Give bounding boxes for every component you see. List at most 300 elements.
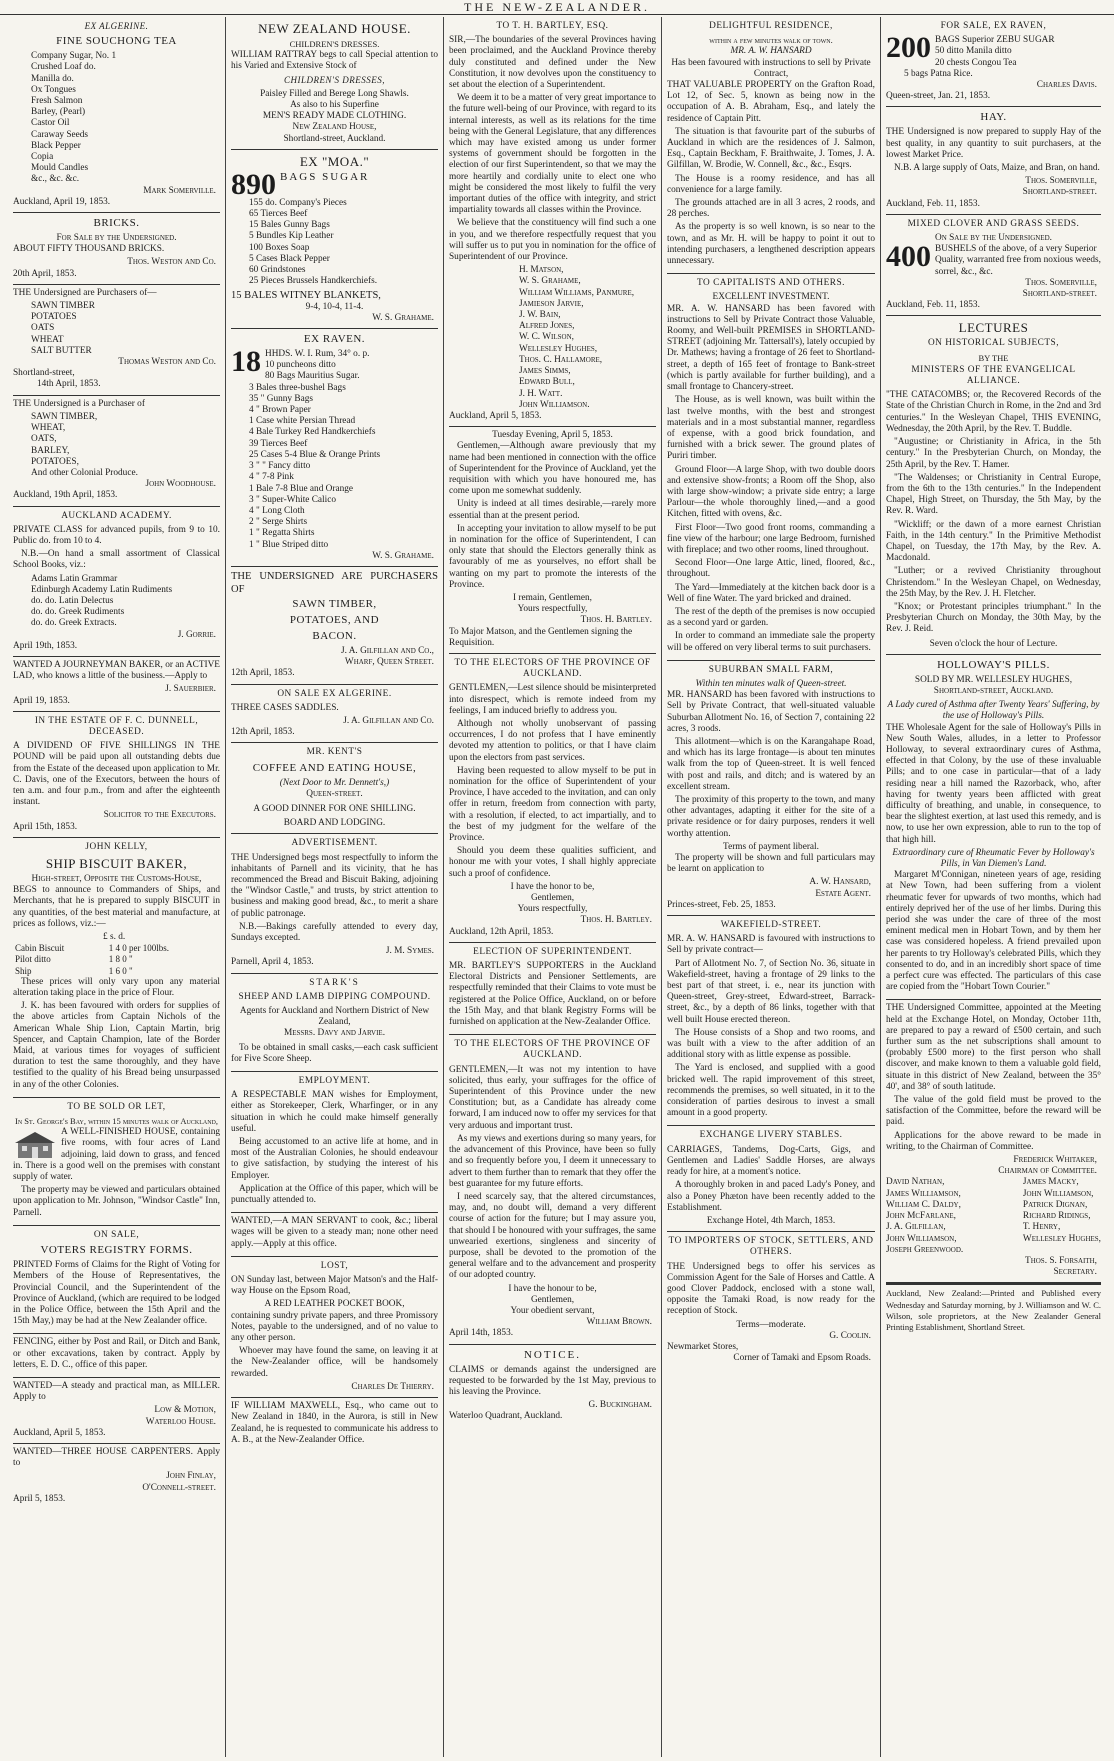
agent-name: MR. A. W. HANSARD — [730, 46, 812, 57]
ad-text: These prices will only vary upon any material alteration taking place in the price of Flour. — [13, 976, 220, 999]
addressee: To Major Matson, and the Gentlemen signing the Requisition. — [449, 626, 633, 648]
paragraph: I need scarcely say, that the altered circumstances, may, and, no doubt will, demand a very different course of action for the future; but I may assure you, that should I be honoured with your suffrages, the same unwearied exertions, singleness and sincerity of purpose, shall be devoted to the promotion of the general welfare and to the advancement and prosperity of our adopted country. — [449, 1191, 656, 1281]
ad-title-main: COFFEE AND EATING HOUSE, — [252, 761, 417, 774]
ad-purchaser-woodhouse — [13, 396, 220, 507]
paragraph: The grounds attached are in all 3 acres, 2 roods, and 28 perches. — [667, 198, 875, 220]
closing: Yours respectfully, — [517, 604, 588, 615]
ad-title: FOR SALE, EX RAVEN, — [940, 21, 1047, 31]
ad-sub: In St. George's Bay, within 15 minutes walk of Auckland, — [14, 1116, 218, 1127]
list-item: do. do. Greek Extracts. — [31, 618, 117, 629]
ad-text: BEGS to announce to Commanders of Ships, and Merchants, that he is prepared to supply BISCUIT in any quantities, of the best material and manufacture, at prices as follows, viz.:— — [13, 885, 220, 929]
ad-title: MR. KENT'S — [306, 747, 363, 758]
list-item: Caraway Seeds — [31, 129, 89, 140]
ad-title: ON SALE, — [93, 1229, 140, 1240]
list-item: 1 Case white Persian Thread — [249, 416, 356, 427]
list-item: 1 " Blue Striped ditto — [249, 539, 329, 550]
printer-imprint: Auckland, New Zealand:—Printed and Published every Wednesday and Saturday morning, by J. Williamson and W. C. Wilson, sole proprietors, at the New Zealander General Printing Establishment, Shortland Street. — [886, 1283, 1101, 1337]
ad-title: AUCKLAND ACADEMY. — [61, 510, 172, 521]
ad-title: ELECTION OF SUPERINTENDENT. — [473, 946, 632, 957]
ad-gilfillan-purchasers — [231, 567, 438, 685]
paragraph: We believe that the constituency will find such a one in you, and we therefore respectfully request that you will suffer us to put you in nomination for the office of Superintendent of our Province. — [449, 218, 656, 263]
lecture-item: "The Waldenses; or Christianity in Central Europe, from the 6th to the 13th centuries." In the Independent Chapel, High Street, on Thursday, the 5th May, by the Rev. R. Ward. — [886, 472, 1101, 517]
lecture-item: "Luther; or a revived Christianity throughout Christendom." In the Wesleyan Chapel, on Wednesday, the 25th May, by the Rev. J. H. Fletcher. — [886, 566, 1101, 599]
ad-text: A GOOD DINNER FOR ONE SHILLING. — [253, 803, 416, 814]
ad-date: Auckland, April 5, 1853. — [13, 1427, 106, 1438]
list-item: 1 " Regatta Shirts — [249, 528, 315, 539]
big-text: BUSHELS of the above, of a very Superior Quality, warranted free from noxious weeds, sorrel, &c., &c. — [935, 244, 1101, 277]
ad-text: Application at the Office of this paper, which will be punctually attended to. — [231, 1183, 438, 1206]
list-item: H. Matson, — [519, 265, 564, 276]
ad-sub: SOLD BY MR. WELLESLEY HUGHES, — [914, 674, 1073, 685]
signature: Charles Davis. — [1036, 80, 1097, 91]
ad-miller — [13, 1378, 220, 1444]
list-item: BARLEY, — [31, 445, 70, 456]
ad-title: SUBURBAN SMALL FARM, — [708, 664, 834, 675]
closing: I have the honor to be, — [510, 881, 595, 892]
signature: O'Connell-street. — [142, 1482, 216, 1493]
ad-starks-dipping — [231, 974, 438, 1072]
list-item: Manilla do. — [31, 73, 74, 84]
ad-title: BRICKS. — [93, 217, 140, 230]
big-number: 890 — [231, 167, 276, 201]
ad-bricks — [13, 213, 220, 285]
list-item: Copia — [31, 152, 54, 163]
item-list — [231, 360, 438, 550]
paragraph: Part of Allotment No. 7, of Section No. 36, situate in Wakefield-street, having a frontage of 29 links to the best part of that street, i. e., near its junction with Queen-street, Grey-street, Edward-street, Barrack-street, &c., by a depth of 86 links, together with that well built House erected thereon. — [667, 958, 875, 1025]
ad-title: EX "MOA." — [299, 153, 370, 169]
list-item: POTATOES, — [31, 456, 79, 467]
ad-nb: N.B.—Bakings carefully attended to every day, Sundays excepted. — [231, 921, 438, 943]
price-name: Ship — [15, 965, 32, 976]
ad-text: containing sundry private papers, and three Promissory Notes, payable to the undersigned, and of no value to any other person. — [231, 1310, 438, 1344]
ad-title: EX RAVEN. — [303, 333, 366, 346]
list-item: Jamieson Jarvie, — [519, 298, 584, 309]
ad-sub: Within ten minutes walk of Queen-street. — [695, 678, 847, 689]
blanket-sizes: 9-4, 10-4, 11-4. — [305, 301, 364, 312]
ad-title: MIXED CLOVER AND GRASS SEEDS. — [907, 218, 1080, 229]
paragraph: Margaret M'Connigan, nineteen years of age, residing at New Town, had been suffering from a violent rheumatic fever for upwards of two months, which had entirely deprived her of the use of her limbs. During this period she was under the care of three of the most eminent medical men in Hobart Town, and by them her case was considered hopeless. A friend prevailed upon her parents to try Holloway's celebrated Pills, which they consented to do, and in an incredibly short space of time a perfect cure was effected. The particulars of this case are copied from the "Hobart Town Courier." — [886, 870, 1101, 993]
list-item: John Williamson, — [886, 1233, 957, 1244]
price-table — [13, 943, 220, 977]
ad-text: A DIVIDEND OF FIVE SHILLINGS IN THE POUND will be paid upon all outstanding debts due from the Estate of the deceased upon application to Mr. C. Davis, one of the Executors, between the hours of ten a.m. and four p.m., from and after the eighteenth instant. — [13, 741, 220, 808]
list-item: Wellesley Hughes, — [1022, 1233, 1101, 1244]
paragraph: SIR,—The boundaries of the several Provinces having been proclaimed, and the Auckland Province thereby duly constituted and defined under the New Constitution, it now devolves upon the constituency to set about the election of a Superintendent. — [449, 35, 656, 91]
signature: Wharf, Queen Street. — [344, 657, 434, 668]
paragraph: Gentlemen,—Although aware previously that my name had been mentioned in connection with the office of Superintendent for the Province of Auckland, yet the requisition with which you have honoured me, has come upon me somewhat suddenly. — [449, 441, 656, 497]
price-row — [13, 943, 220, 954]
signature: John Woodhouse. — [145, 479, 216, 490]
ad-sub: within a few minutes walk of town. — [709, 35, 833, 46]
ad-center: A RED LEATHER POCKET BOOK, — [264, 1299, 405, 1310]
list-item: Barley, (Pearl) — [31, 107, 86, 118]
ad-text: As also to his Superfine — [290, 100, 379, 111]
ad-date: 20th April, 1853. — [13, 268, 77, 279]
committee-list — [886, 1177, 1101, 1255]
list-item: 4 Bale Turkey Red Handkerchiefs — [249, 427, 376, 438]
book-list — [13, 574, 220, 630]
list-item: David Nathan, — [886, 1177, 945, 1188]
list-item: And other Colonial Produce. — [31, 467, 138, 478]
lecture-item: "THE CATACOMBS; or, the Recovered Records of the State of the Christian Church in Rome, in the 2nd and 3rd centuries." In the Wesleyan Chapel, THIS EVENING, Wednesday, the 20th April, by the Rev. T. Buddle. — [886, 390, 1101, 434]
ad-livery-stables — [667, 1126, 875, 1232]
ad-william-maxwell — [231, 1398, 438, 1452]
list-item: T. Henry, — [1022, 1222, 1061, 1233]
paragraph: A thoroughly broken in and paced Lady's Poney, and also a Poney Phæton have been recently added to the Establishment. — [667, 1180, 875, 1213]
signature: Thomas Weston and Co. — [118, 357, 216, 368]
notice-buckingham — [449, 1345, 656, 1427]
ad-title: ADVERTISEMENT. — [291, 838, 378, 849]
ad-text: ON Sunday last, between Major Matson's and the Half-way House on the Epsom Road, — [231, 1275, 438, 1297]
ad-text: FENCING, either by Post and Rail, or Ditch and Bank, or other excavations, taken by contract. Apply by letters, E. D. C., office of this paper. — [13, 1337, 220, 1370]
price-name: Pilot ditto — [15, 954, 51, 965]
ad-title-main: VOTERS REGISTRY FORMS. — [40, 1244, 193, 1257]
big-text: BAGS SUGAR — [280, 170, 370, 183]
signature: G. Coolin. — [829, 1330, 871, 1341]
ad-ex-moa — [231, 150, 438, 329]
ad-title: ON SALE EX ALGERINE. — [277, 688, 392, 699]
ad-title: EX ALGERINE. — [84, 21, 149, 31]
ad-text: PRIVATE CLASS for advanced pupils, from 9 to 10. Public do. from 10 to 4. — [13, 524, 220, 546]
blankets-line: 15 BALES WITNEY BLANKETS, — [231, 290, 381, 302]
ad-title: TO THE ELECTORS OF THE PROVINCE OF AUCKLAND. — [454, 657, 651, 680]
item-list — [231, 598, 438, 643]
ad-nb: N.B.—On hand a small assortment of Classical School Books, viz.: — [13, 549, 220, 571]
ad-sub: (Next Door to Mr. Dennett's,) — [279, 777, 390, 788]
list-item: Crushed Loaf do. — [31, 62, 96, 73]
ad-text: WANTED,—A MAN SERVANT to cook, &c.; liberal wages will be given to a steady man; none other need apply.—Apply at this office. — [231, 1216, 438, 1249]
paragraph: The Yard is enclosed, and supplied with a good bricked well. The rapid improvement of this street, recommends the premises, so well situated, in it to the consideration of parties desirous to invest a small amount in a good property. — [667, 1063, 875, 1119]
signature: W. S. Grahame. — [372, 312, 434, 323]
ad-date: Auckland, 19th April, 1853. — [13, 490, 118, 501]
case-heading: Extraordinary cure of Rheumatic Fever by Holloway's Pills, in Van Diemen's Land. — [892, 847, 1095, 869]
list-item: 39 Tierces Beef — [249, 438, 308, 449]
ad-title: DELIGHTFUL RESIDENCE, — [709, 21, 833, 31]
list-item: James Williamson, — [886, 1188, 961, 1199]
list-item: 25 Cases 5-4 Blue & Orange Prints — [249, 449, 381, 460]
lecture-footer: Seven o'clock the hour of Lecture. — [929, 638, 1058, 649]
list-item: POTATOES, AND — [289, 613, 380, 626]
signature: Thos. S. Forsaith, — [1025, 1255, 1097, 1266]
ad-text: Messrs. Davy and Jarvie. — [283, 1028, 386, 1039]
committee-right — [1023, 1177, 1101, 1255]
signature: Thos. H. Bartley. — [580, 615, 652, 626]
ad-date: Waterloo Quadrant, Auckland. — [449, 1411, 563, 1422]
ad-title: TO T. H. BARTLEY, ESQ. — [496, 21, 609, 31]
ad-date: Princes-street, Feb. 25, 1853. — [667, 899, 776, 910]
list-item: John McFarlane, — [886, 1211, 956, 1222]
ad-address: Shortland-street, Auckland. — [933, 685, 1054, 696]
list-item: OATS — [31, 323, 55, 334]
ad-text: PRINTED Forms of Claims for the Right of Voting for Members of the House of Representatives, the Provincial Council, and the Superintendent of the Province of Auckland, (which are required to be lodged in the Police Office, between the 15th April and the 15th May,) may be had at the New Zealander office. — [13, 1260, 220, 1327]
ad-title-main: SHEEP AND LAMB DIPPING COMPOUND. — [238, 991, 431, 1002]
signature: John Finlay, — [166, 1471, 216, 1482]
paragraph: MR. A. W. HANSARD has been favored with instructions to Sell by Private Contract those Valuable, Roomy, and Well-built PREMISES in SHORTLAND-STREET (adjoining Mr. Tattersall's), lately occupied by Dr. Mathews; having a frontage of 26 feet to Shortland-street, a depth of 165 feet of frontage to Bank-street (which is partly available for further building), and a small frontage to Chancery-street. — [667, 303, 875, 393]
list-item: 60 Grindstones — [249, 265, 306, 276]
column-3 — [444, 17, 662, 1757]
big-number: 200 — [886, 31, 931, 65]
paragraph: CARRIAGES, Tandems, Dog-Carts, Gigs, and Gentlemen and Ladies' Saddle Horses, are always ready for hire, at a moment's notice. — [667, 1144, 875, 1178]
list-item: Fresh Salmon — [31, 96, 83, 107]
ad-text: THE UNDERSIGNED ARE PURCHASERS OF — [231, 570, 438, 595]
list-item: 3 " " Fancy ditto — [249, 461, 311, 472]
paragraph: Although not wholly unobservant of passing occurrences, I do not profess that I have eminently devoted my attention to politics, or that I have claim upon the electors from past services. — [449, 718, 656, 763]
signature: Chairman of Committee. — [998, 1166, 1097, 1177]
list-item: Wellesley Hughes, — [519, 343, 598, 354]
ad-advertisement-symes — [231, 834, 438, 973]
signature: Thos. H. Bartley. — [580, 915, 652, 926]
ad-lost-pocket-book — [231, 1257, 438, 1398]
list-item: 4 " Long Cloth — [249, 505, 305, 516]
ad-carpenters — [13, 1444, 220, 1509]
list-item: do. do. Greek Rudiments — [31, 607, 125, 618]
list-item: OATS, — [31, 434, 57, 445]
ad-man-servant — [231, 1213, 438, 1257]
paragraph: Having been requested to allow myself to be put in nomination for the office of Superintendent of your Province, I have acceded to the invitation, and can only offer in return, freedom from connection with party, with a resolution, if elected, to act impartially, and to the best of my judgment for the welfare of the Province. — [449, 765, 656, 844]
signature: Thos. Somerville, — [1025, 176, 1097, 187]
list-item: 100 Boxes Soap — [249, 242, 310, 253]
ad-importers-of-stock — [667, 1232, 875, 1368]
list-item: WHEAT, — [31, 423, 66, 434]
column-4 — [662, 17, 881, 1757]
ad-place: Shortland-street, — [13, 368, 75, 379]
paragraph: In order to command an immediate sale the property will be offered on very liberal terms to suit purchasers. — [667, 631, 875, 653]
ad-title: LECTURES — [958, 320, 1029, 336]
list-item: Company Sugar, No. 1 — [31, 51, 117, 62]
signature: Shortland-street. — [1022, 187, 1097, 198]
paragraph: MR. A. W. HANSARD is favoured with instructions to Sell by private contract— — [667, 934, 875, 956]
ad-sale-ex-raven — [886, 17, 1101, 107]
paragraph: The House consists of a Shop and two rooms, and was built with a view to the after addition of an additional story with as little expense as possible. — [667, 1027, 875, 1061]
list-item: 5 bags Patna Rice. — [904, 68, 973, 79]
paragraph: THE Wholesale Agent for the sale of Holloway's Pills in New South Wales, alludes, in a letter to Professor Holloway, to several extraordinary cures of Asthma, effected in that Colony, by the use of these invaluable Pills; and to one case in particular—that of a lady residing near a hill named the Razorback, who, after having for twenty years been afflicted with great difficulty of breathing, and unable, in consequence, to bear the slightest exertion, at last used this remedy, and is now, to use her own expression, able to run to the top of that high hill. — [886, 722, 1101, 845]
ad-st-georges-bay — [13, 1098, 220, 1226]
signature: Mark Somerville. — [143, 185, 216, 196]
ad-voters-forms — [13, 1226, 220, 1334]
list-item: SAWN TIMBER, — [31, 411, 98, 422]
committee-left — [886, 1177, 963, 1255]
paragraph: GENTLEMEN,—It was not my intention to have solicited, thus early, your suffrages for the office of Superintendent of this Province under the new Constitution; but, as a Candidate has already come forward, I am induced now to offer my services for that very arduous and important trust. — [449, 1064, 656, 1131]
ad-text: MEN'S READY MADE CLOTHING. — [262, 111, 407, 122]
list-item: 25 Pieces Brussels Handkerchiefs. — [249, 276, 378, 287]
paragraph: The Yard—Immediately at the kitchen back door is a Well of fine Water. The yard bricked and drained. — [667, 582, 875, 604]
signature: Shortland-street. — [1022, 289, 1097, 300]
ad-title: TO BE SOLD OR LET, — [67, 1101, 166, 1112]
ad-title: TO THE ELECTORS OF THE PROVINCE OF AUCKLAND. — [454, 1039, 651, 1061]
signature: Frederick Whitaker, — [1013, 1155, 1097, 1166]
ad-title: HAY. — [980, 111, 1007, 124]
ad-capitalists — [667, 274, 875, 661]
paragraph: CLAIMS or demands against the undersigned are requested to be forwarded by the 1st May, previous to his leaving the Province. — [449, 1364, 656, 1397]
ad-lead: THE Undersigned is a Purchaser of — [13, 398, 145, 409]
list-item: 35 " Gunny Bags — [249, 393, 313, 404]
ad-date: Auckland, April 19, 1853. — [13, 196, 111, 207]
ad-employment — [231, 1072, 438, 1213]
ad-text: BOARD AND LODGING. — [283, 818, 386, 829]
list-item: WHEAT — [31, 334, 64, 345]
ad-title: HOLLOWAY'S PILLS. — [937, 658, 1050, 671]
signature: W. S. Grahame. — [372, 550, 434, 561]
signature: Solicitor to the Executors. — [103, 810, 216, 821]
list-item: POTATOES — [31, 312, 77, 323]
list-item: W. S. Grahame, — [519, 276, 581, 287]
signature: G. Buckingham. — [588, 1400, 652, 1411]
ad-text: WANTED—THREE HOUSE CARPENTERS. Apply to — [13, 1446, 220, 1469]
price-row — [13, 966, 220, 977]
ad-lead: THE Undersigned are Purchasers of— — [13, 287, 157, 298]
ad-date: Exchange Hotel, 4th March, 1853. — [706, 1215, 836, 1226]
ad-title: EMPLOYMENT. — [298, 1076, 371, 1087]
list-item: William C. Daldy, — [886, 1199, 961, 1210]
list-item: J. A. Gilfillan, — [886, 1222, 946, 1233]
ad-date: Auckland, 12th April, 1853. — [449, 926, 554, 937]
paragraph: As my views and exertions during so many years, for the advancement of this Province, have been so fully and so frequently before you, I deem it unnecessary to advert to them further than to remark that they offer the best guarantee for my future efforts. — [449, 1133, 656, 1189]
list-item: Adams Latin Grammar — [31, 573, 118, 584]
paragraph: THAT VALUABLE PROPERTY on the Grafton Road, Lot 12, of Sec. 5, known as being now in the occupation of A. B. Abraham, Esq., and lately the residence of Captain Pitt. — [667, 80, 875, 124]
paragraph: Should you deem these qualities sufficient, and honour me with your votes, I shall highly appreciate such a proof of confidence. — [449, 846, 656, 879]
list-item: 3 " Super-White Calico — [249, 494, 336, 505]
signature: Waterloo House. — [145, 1416, 216, 1427]
ad-date: April 5, 1853. — [13, 1493, 66, 1504]
list-item: 20 chests Congou Tea — [935, 57, 1017, 68]
bartley-reply — [449, 427, 656, 654]
ad-text: A WELL-FINISHED HOUSE, containing five rooms, with four acres of Land adjoining, laid down to grass, and fenced in. There is a good well on the premises with constant supply of water. — [13, 1127, 220, 1183]
price-value: 1 4 0 per 100lbs. — [108, 943, 170, 954]
ad-new-zealand-house — [231, 17, 438, 150]
ad-purchasers-weston — [13, 285, 220, 396]
ad-john-kelly — [13, 838, 220, 1098]
ad-text: THREE CASES SADDLES. — [231, 702, 339, 713]
ad-holloways-pills — [886, 655, 1101, 1001]
signature: Charles De Thierry. — [351, 1381, 434, 1392]
ad-text: Paisley Filled and Berege Long Shawls. — [260, 88, 409, 99]
ad-address: Shortland-street, Auckland. — [283, 133, 386, 144]
price-name: Cabin Biscuit — [15, 943, 65, 954]
ad-date: April 19, 1853. — [13, 695, 70, 706]
ad-gold-field-reward — [886, 1000, 1101, 1283]
ad-text: WANTED—A steady and practical man, as MILLER. Apply to — [13, 1380, 220, 1403]
ad-date: April 14th, 1853. — [449, 1328, 514, 1339]
list-item: &c., &c. &c. — [31, 174, 80, 185]
lecture-item: "Wickliff; or the dawn of a more earnest Christian Faith, in the 14th century." In the Primitive Methodist Chapel, on Tuesday, the 17th May, by the Rev. A. Macdonald. — [886, 519, 1101, 564]
ad-wakefield-street — [667, 916, 875, 1126]
ad-text: Being accustomed to an active life at home, and in most of the Australian Colonies, he should endeavour to give satisfaction, by studying the interest of his Employer. — [231, 1137, 438, 1181]
ad-dunnell-estate — [13, 712, 220, 838]
list-item: SALT BUTTER — [31, 345, 92, 356]
price-value: 1 6 0 " — [108, 965, 133, 976]
list-item: SAWN TIMBER — [31, 301, 95, 312]
ad-text: A RESPECTABLE MAN wishes for Employment, either as Storekeeper, Clerk, Wharfinger, or in any situation in which he could make himself generally useful. — [231, 1090, 438, 1134]
list-item: Black Pepper — [31, 140, 81, 151]
price-row — [13, 954, 220, 965]
ad-center: CHILDREN'S DRESSES, — [284, 74, 385, 85]
item-list — [13, 51, 220, 185]
ad-kents-eating-house — [231, 743, 438, 834]
list-item: 155 do. Company's Pieces — [249, 197, 347, 208]
ad-title-3: MINISTERS OF THE EVANGELICAL ALLIANCE. — [911, 364, 1076, 387]
paragraph: THE Undersigned is now prepared to supply Hay of the best quality, in any quantity to suit purchasers, at the lowest Market Price. — [886, 127, 1101, 160]
ad-date: Auckland, Feb. 11, 1853. — [886, 300, 980, 311]
list-item: Joseph Greenwood. — [886, 1244, 964, 1255]
ad-lead: FINE SOUCHONG TEA — [56, 35, 177, 48]
ad-place: Newmarket Stores, — [667, 1341, 739, 1352]
signature: Thos. Weston and Co. — [127, 257, 216, 268]
column-2 — [226, 17, 444, 1757]
ad-text: ABOUT FIFTY THOUSAND BRICKS. — [13, 244, 165, 255]
signature: Thos. Somerville, — [1025, 277, 1097, 288]
signature: J. M. Symes. — [385, 946, 434, 957]
ad-text: Has been favoured with instructions to sell by Private Contract, — [671, 57, 871, 79]
list-item: 1 Bale 7-8 Blue and Orange — [249, 483, 354, 494]
ad-clover-seeds — [886, 215, 1101, 317]
list-item: John Williamson. — [519, 399, 590, 410]
ad-fencing — [13, 1334, 220, 1378]
paragraph: Ground Floor—A large Shop, with two double doors and extensive show-fronts; a Room off the Shop, also with large show-window; a private side entry; a large Parlour—the whole thoroughly lined,—and a good Kitchen, fitted with ovens, &c. — [667, 464, 875, 520]
closing: I have the honour to be, — [508, 1283, 597, 1294]
columns — [8, 17, 1106, 1757]
list-item: BACON. — [312, 629, 357, 642]
ad-hay — [886, 107, 1101, 214]
address-electors-brown — [449, 1035, 656, 1344]
list-item: Patrick Dignan, — [1022, 1199, 1088, 1210]
ad-date: Queen-street, Jan. 21, 1853. — [886, 91, 991, 102]
ad-suburban-farm — [667, 661, 875, 916]
ad-lectures — [886, 316, 1101, 654]
ad-title: NEW ZEALAND HOUSE. — [258, 21, 411, 36]
signatory-list — [449, 265, 656, 411]
ad-place: Corner of Tamaki and Epsom Roads. — [733, 1353, 871, 1364]
ad-text: WILLIAM RATTRAY begs to call Special attention to his Varied and Extensive Stock of — [231, 50, 438, 72]
item-list — [13, 412, 220, 479]
lecture-item: "Augustine; or Christianity in Africa, in the 5th century." In the Presbyterian Church, on Monday, the 25th April, by the Rev. T. Hamer. — [886, 437, 1101, 470]
ad-title-main: SHIP BISCUIT BAKER, — [45, 856, 188, 871]
list-item: 10 puncheons ditto — [265, 360, 336, 371]
ad-title: NOTICE. — [523, 1348, 582, 1361]
signature: Low & Motion, — [154, 1405, 216, 1416]
ad-date: April 19th, 1853. — [13, 640, 78, 651]
ad-text: The property may be viewed and particulars obtained upon application to Mr. Johnson, "Windsor Castle" Inn, Parnell. — [13, 1185, 220, 1218]
ad-title: TO IMPORTERS OF STOCK, SETTLERS, AND OTHERS. — [668, 1236, 874, 1258]
list-item: 5 Bundles Kip Leather — [249, 231, 334, 242]
signature: William Brown. — [586, 1317, 652, 1328]
ad-text: WANTED A JOURNEYMAN BAKER, or an ACTIVE LAD, who knows a little of the business.—Apply to — [13, 659, 220, 682]
list-item: Edinburgh Academy Latin Rudiments — [31, 584, 173, 595]
list-item: Castor Oil — [31, 118, 70, 129]
masthead: THE NEW-ZEALANDER. — [0, 0, 1114, 15]
big-text: BAGS Superior ZEBU SUGAR — [935, 35, 1055, 46]
list-item: 2 " Serge Shirts — [249, 517, 308, 528]
paragraph: Second Floor—One large Attic, lined, floored, &c., throughout. — [667, 558, 875, 580]
ad-text: J. K. has been favoured with orders for supplies of the above articles from Captain Nichols of the American Whale Ship Lion, Captain Martin, brig Spencer, and Captain Champion, late of the Border Maid, at various times for voyages of sufficient duration to test the same thoroughly, and they have testified to the quality of his Bread being unsurpassed in any of the other Colonies. — [13, 1001, 220, 1090]
column-5 — [881, 17, 1106, 1757]
closing: Gentlemen, — [530, 893, 575, 904]
list-item: James Simms, — [519, 366, 571, 377]
address-electors-bartley — [449, 654, 656, 943]
ad-date: 12th April, 1853. — [231, 727, 295, 738]
ad-text: To be obtained in small casks,—each cask sufficient for Five Score Sheep. — [231, 1042, 438, 1064]
ad-by: BY THE — [978, 352, 1009, 363]
list-item: Ox Tongues — [31, 84, 76, 95]
list-item: 80 Bags Mauritius Sugar. — [265, 371, 360, 382]
big-number: 400 — [886, 240, 931, 274]
ad-sub: CHILDREN'S DRESSES. — [289, 39, 380, 49]
paragraph: MR. BARTLEY'S SUPPORTERS in the Auckland Electoral Districts and Pensioner Settlements, are respectfully reminded that their Claims to vote must be registered at the Police Office, Auckland, on or before the 15th May, and that blank Registry Forms will be furnished on application at the New-Zealander Office. — [449, 961, 656, 1028]
item-list — [231, 198, 438, 288]
ad-title: TO CAPITALISTS AND OTHERS. — [697, 278, 845, 289]
paragraph: THE Undersigned Committee, appointed at the Meeting held at the Exchange Hotel, on Monday, October 11th, are prepared to pay a reward of £500 certain, and such further sum as the net subscriptions shall amount to (probably £500 more) to the first person who shall discover, and make known to them a valuable gold field, situate in this district of New Zealand, between the 35° 40', and 38° of south latitude. — [886, 1003, 1101, 1092]
ad-text: Agents for Auckland and Northern District of New Zealand, — [239, 1006, 430, 1028]
ad-nb: N.B. A large supply of Oats, Maize, and Bran, on hand. — [894, 163, 1100, 174]
list-item: 5 Cases Black Pepper — [249, 253, 330, 264]
